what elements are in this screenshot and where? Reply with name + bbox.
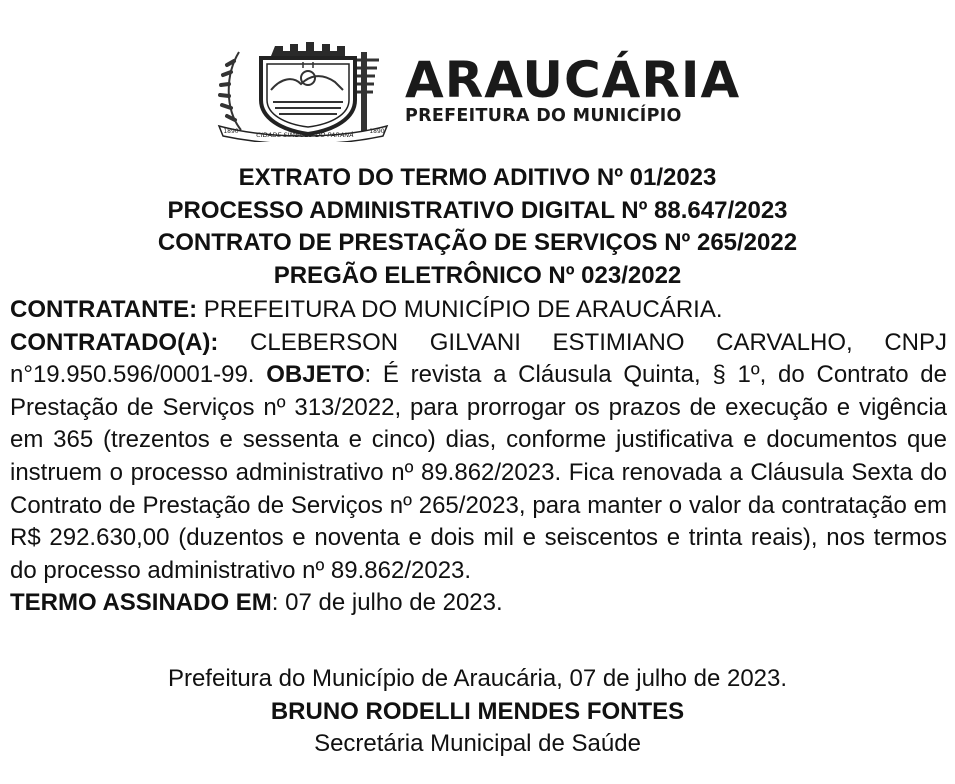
signer-role: Secretária Municipal de Saúde xyxy=(314,730,641,757)
objeto-label: OBJETO xyxy=(266,361,365,389)
signer-name: BRUNO RODELLI MENDES FONTES xyxy=(270,697,685,725)
crest-motto: CIDADE SÍMBOLO DO PARANÁ xyxy=(256,131,354,139)
termo-label: TERMO ASSINADO EM xyxy=(10,589,272,617)
title-pregao: PREGÃO ELETRÔNICO Nº 023/2022 xyxy=(273,261,682,289)
contratante-label: CONTRATANTE: xyxy=(10,296,198,323)
place-date: Prefeitura do Município de Araucária, 07 de julho de 2023. xyxy=(167,665,788,692)
brand-name: ARAUCÁRIA xyxy=(405,51,741,109)
title-processo: PROCESSO ADMINISTRATIVO DIGITAL Nº 88.647/2023 xyxy=(167,196,788,224)
document-titles xyxy=(0,162,955,292)
title-extrato: EXTRATO DO TERMO ADITIVO Nº 01/2023 xyxy=(238,164,717,191)
signature-block xyxy=(0,663,955,761)
municipal-coat-of-arms xyxy=(213,30,393,142)
title-contrato: CONTRATO DE PRESTAÇÃO DE SERVIÇOS Nº 265/2022 xyxy=(157,229,798,256)
contratado-label: CONTRATADO(A): xyxy=(10,328,219,356)
letterhead xyxy=(0,18,955,143)
brand-subtitle: PREFEITURA DO MUNICÍPIO xyxy=(405,106,682,126)
termo-value: : 07 de julho de 2023. xyxy=(271,589,503,617)
contratante-paragraph xyxy=(10,294,947,327)
crest-year-right: 1890 xyxy=(369,128,385,135)
termo-paragraph xyxy=(10,587,947,620)
document-body xyxy=(10,294,947,620)
objeto-value: : É revista a Cláusula Quinta, § 1º, do Contrato de Prestação de Serviços nº 313/2022, para prorrogar os prazos de execução e vigência em 365 (trezentos e sessenta e cinco) dias, conforme justificativa e documentos que instruem o processo administrativo nº 89.862/2023. Fica renovada a Cláusula Sexta do Contrato de Prestação de Serviços nº 265/2023, para manter o valor da contratação em R$ 292.630,00 (duzentos e noventa e dois mil e seiscentos e trinta reais), nos termos do processo administrativo nº 89.862/2023. xyxy=(10,361,947,584)
contratante-value: PREFEITURA DO MUNICÍPIO DE ARAUCÁRIA. xyxy=(197,296,723,323)
crest-year-left: 1890 xyxy=(223,128,239,135)
contratado-value: CLEBERSON GILVANI ESTIMIANO CARVALHO, CNPJ n°19.950.596/0001-99. xyxy=(10,328,947,389)
contratado-paragraph xyxy=(10,327,947,588)
